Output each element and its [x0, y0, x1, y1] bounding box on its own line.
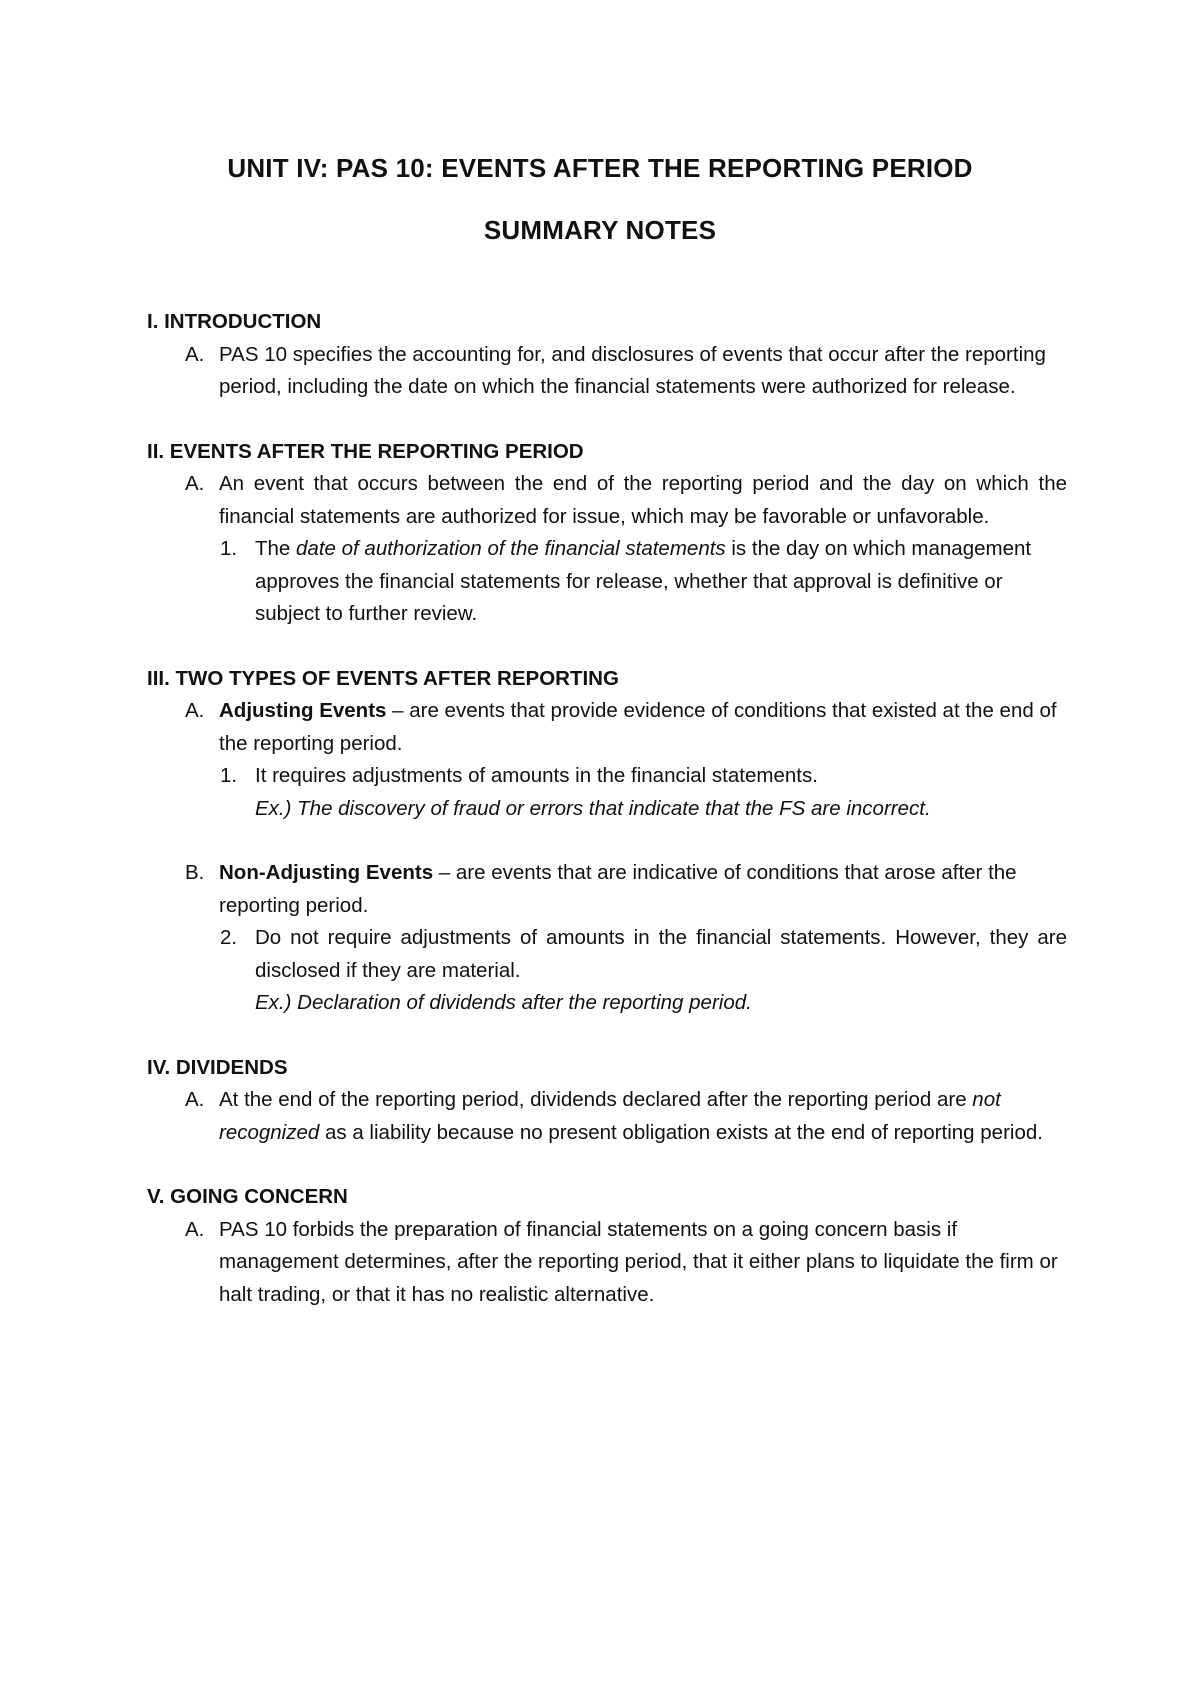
section-introduction: [147, 306, 1067, 404]
list-marker: 1.: [220, 537, 238, 560]
list-item-text: [255, 537, 1031, 625]
list-item: [147, 695, 1067, 760]
spacer: [147, 825, 1067, 857]
document-subtitle: SUMMARY NOTES: [483, 215, 717, 245]
list-marker: 2.: [220, 926, 238, 949]
text-run: is the day on which management approves the financial statements for release, whether that approval is definitive or subject to further review.: [255, 537, 1032, 625]
emphasis-text: not recognized: [219, 1088, 1001, 1144]
section-two-types: [147, 663, 1067, 1020]
list-item-text: PAS 10 specifies the accounting for, and disclosures of events that occur after the reporting period, including the date on which the financial statements were authorized for release.: [219, 342, 1046, 398]
list-item-text: Do not require adjustments of amounts in the financial statements. However, they are disclosed if they are material.: [255, 926, 1067, 982]
term-non-adjusting-events: Non-Adjusting Events: [219, 861, 434, 884]
example-text: Ex.) The discovery of fraud or errors that indicate that the FS are incorrect.: [255, 796, 931, 820]
section-dividends: [147, 1052, 1067, 1150]
section-going-concern: [147, 1181, 1067, 1311]
section-heading: II. EVENTS AFTER THE REPORTING PERIOD: [147, 439, 584, 463]
text-run: – are events that are indicative of conditions that arose after the reporting period.: [219, 861, 1017, 917]
list-marker: A.: [185, 1088, 205, 1111]
example-text: Ex.) Declaration of dividends after the reporting period.: [255, 991, 752, 1014]
list-item-text: An event that occurs between the end of the reporting period and the day on which the financial statements are authorized for issue, which may be favorable or unfavorable.: [219, 472, 1067, 528]
text-run: At the end of the reporting period, dividends declared after the reporting period are: [219, 1088, 973, 1111]
list-item-text: [219, 1084, 1067, 1149]
text-run: The: [255, 537, 297, 560]
list-marker: 1.: [220, 764, 238, 787]
section-heading: V. GOING CONCERN: [147, 1185, 348, 1208]
list-item-text: PAS 10 forbids the preparation of financial statements on a going concern basis if management determines, after the reporting period, that it either plans to liquidate the firm or halt trading, or that it has no realistic alternative.: [219, 1217, 1058, 1306]
list-marker: A.: [185, 1217, 205, 1241]
emphasis-text: date of authorization of the financial statements: [296, 537, 726, 560]
list-marker: B.: [185, 861, 205, 884]
document-body: [147, 306, 1067, 1311]
list-item: [147, 1214, 1067, 1312]
section-heading: IV. DIVIDENDS: [147, 1055, 288, 1079]
list-item: [147, 1084, 1067, 1149]
section-heading: I. INTRODUCTION: [147, 310, 322, 333]
section-events-after-reporting: [147, 436, 1067, 631]
text-run: – are events that provide evidence of conditions that existed at the end of the reporting period.: [219, 699, 1057, 755]
list-marker: A.: [185, 342, 205, 366]
sub-list-item: [147, 760, 1067, 793]
list-item: [147, 468, 1067, 533]
section-heading: III. TWO TYPES OF EVENTS AFTER REPORTING: [147, 666, 619, 690]
list-item-text: [219, 695, 1067, 760]
list-item-text: [219, 857, 1067, 922]
list-item: [147, 857, 1067, 922]
sub-list-item: [147, 922, 1067, 987]
text-run: as a liability because no present obligation exists at the end of reporting period.: [319, 1120, 1043, 1144]
sub-list-item: [147, 533, 1067, 631]
document-title: UNIT IV: PAS 10: EVENTS AFTER THE REPORTING PERIOD: [227, 153, 973, 183]
term-adjusting-events: Adjusting Events: [219, 699, 387, 722]
list-marker: A.: [185, 472, 205, 495]
list-item-text: It requires adjustments of amounts in the financial statements.: [255, 764, 818, 787]
list-marker: A.: [185, 699, 205, 722]
list-item: [147, 339, 1067, 404]
